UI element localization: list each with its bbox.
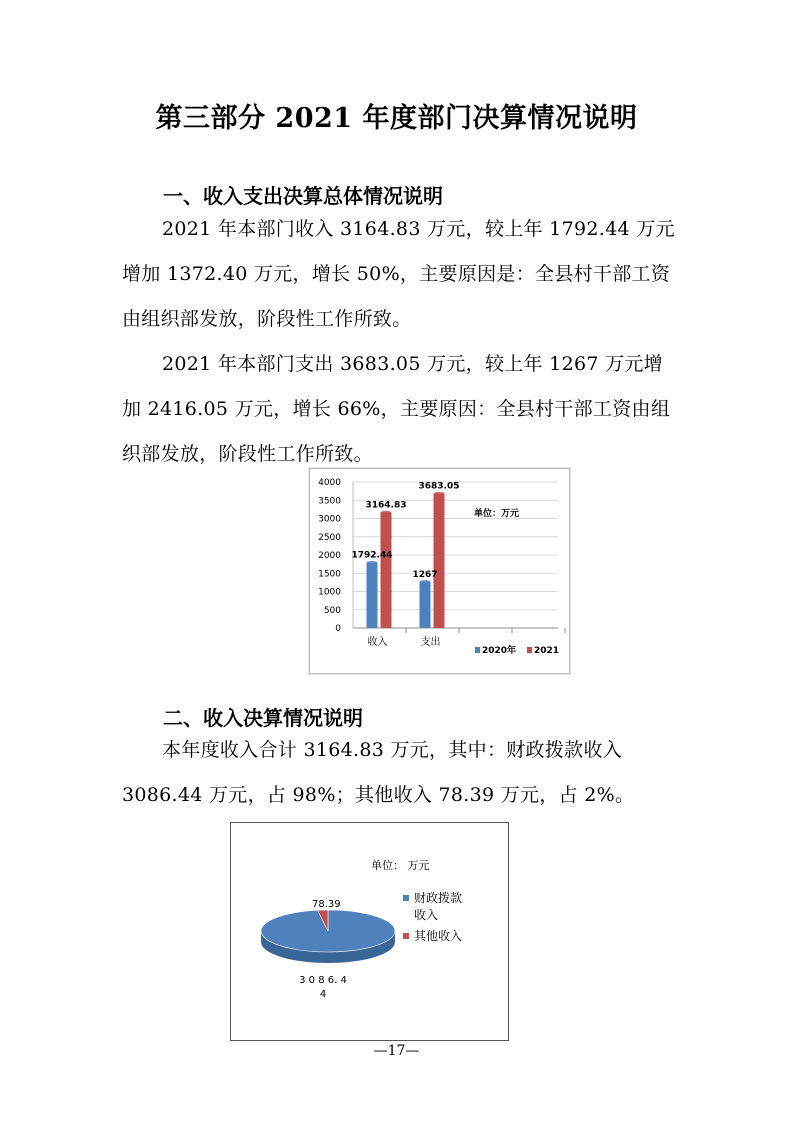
pie-chart-unit-annotation: 单位： 万元 <box>371 859 430 872</box>
pie-legend-label-line2: 收入 <box>414 908 439 922</box>
pie-chart <box>230 822 509 1041</box>
bar-2020-expense <box>420 582 431 628</box>
section-heading-income: 二、收入决算情况说明 <box>163 706 363 730</box>
bar-2021-income <box>381 512 392 628</box>
page-number: —17— <box>373 1043 420 1059</box>
bar-top-cap <box>381 511 392 514</box>
bar-top-cap <box>434 492 445 495</box>
pie-legend-swatch <box>403 933 409 939</box>
pie-legend-swatch <box>403 895 409 901</box>
paragraph-income-summary: 2021 年本部门收入 3164.83 万元，较上年 1792.44 万元增加 1372.40 万元，增长 50%，主要原因是：全县村干部工资由组织部发放，阶段性工作所致。 <box>122 218 675 330</box>
bar-chart-category-label: 支出 <box>420 637 441 648</box>
bar-chart-legend-swatch <box>475 647 480 653</box>
pie-chart-svg <box>231 823 508 1040</box>
pie-data-label-fiscal-line1: 3 0 8 6. 4 <box>299 975 347 986</box>
page-title: 第三部分 2021 年度部门决算情况说明 <box>155 103 638 134</box>
bar-chart-legend-label: 2020年 <box>482 646 517 656</box>
bar-chart-category-label: 收入 <box>367 637 388 648</box>
bar-chart-data-label: 1792.44 <box>351 550 393 561</box>
bar-chart <box>309 468 570 674</box>
bar-chart-y-tick-label: 1000 <box>318 587 341 598</box>
bar-2020-income <box>367 563 378 628</box>
bar-chart-y-tick-label: 1500 <box>318 569 341 580</box>
bar-chart-legend-swatch <box>527 647 532 653</box>
bar-chart-data-label: 1267 <box>412 569 438 580</box>
bar-chart-data-label: 3164.83 <box>365 500 407 511</box>
pie-legend-label-line1: 财政拨款 <box>414 891 463 905</box>
bar-chart-svg <box>310 469 569 673</box>
bar-chart-y-tick-label: 500 <box>323 605 341 616</box>
bar-chart-y-tick-label: 3500 <box>318 496 341 507</box>
pie-data-label-fiscal-line2: 4 <box>319 989 327 1000</box>
section-heading-income-expense: 一、收入支出决算总体情况说明 <box>163 184 443 208</box>
bar-chart-data-label: 3683.05 <box>418 481 460 492</box>
bar-chart-unit-annotation: 单位：万元 <box>474 509 520 519</box>
bar-chart-y-tick-label: 3000 <box>318 514 341 525</box>
bar-chart-y-tick-label: 4000 <box>318 478 341 488</box>
bar-top-cap <box>367 561 378 564</box>
pie-data-label-other: 78.39 <box>312 899 341 910</box>
paragraph-expense-summary: 2021 年本部门支出 3683.05 万元，较上年 1267 万元增加 2416.05 万元，增长 66%，主要原因：全县村干部工资由组织部发放，阶段性工作所致。 <box>122 353 671 465</box>
bar-top-cap <box>420 580 431 583</box>
bar-chart-y-tick-label: 2500 <box>318 532 341 543</box>
paragraph-income-breakdown: 本年度收入合计 3164.83 万元，其中：财政拨款收入 3086.44 万元，占 98%；其他收入 78.39 万元，占 2%。 <box>122 739 635 806</box>
bar-chart-legend-label: 2021 <box>534 646 560 656</box>
bar-2021-expense <box>434 494 445 628</box>
pie-legend-label: 其他收入 <box>414 929 463 943</box>
bar-chart-y-tick-label: 0 <box>335 624 341 634</box>
bar-chart-y-tick-label: 2000 <box>318 551 341 561</box>
